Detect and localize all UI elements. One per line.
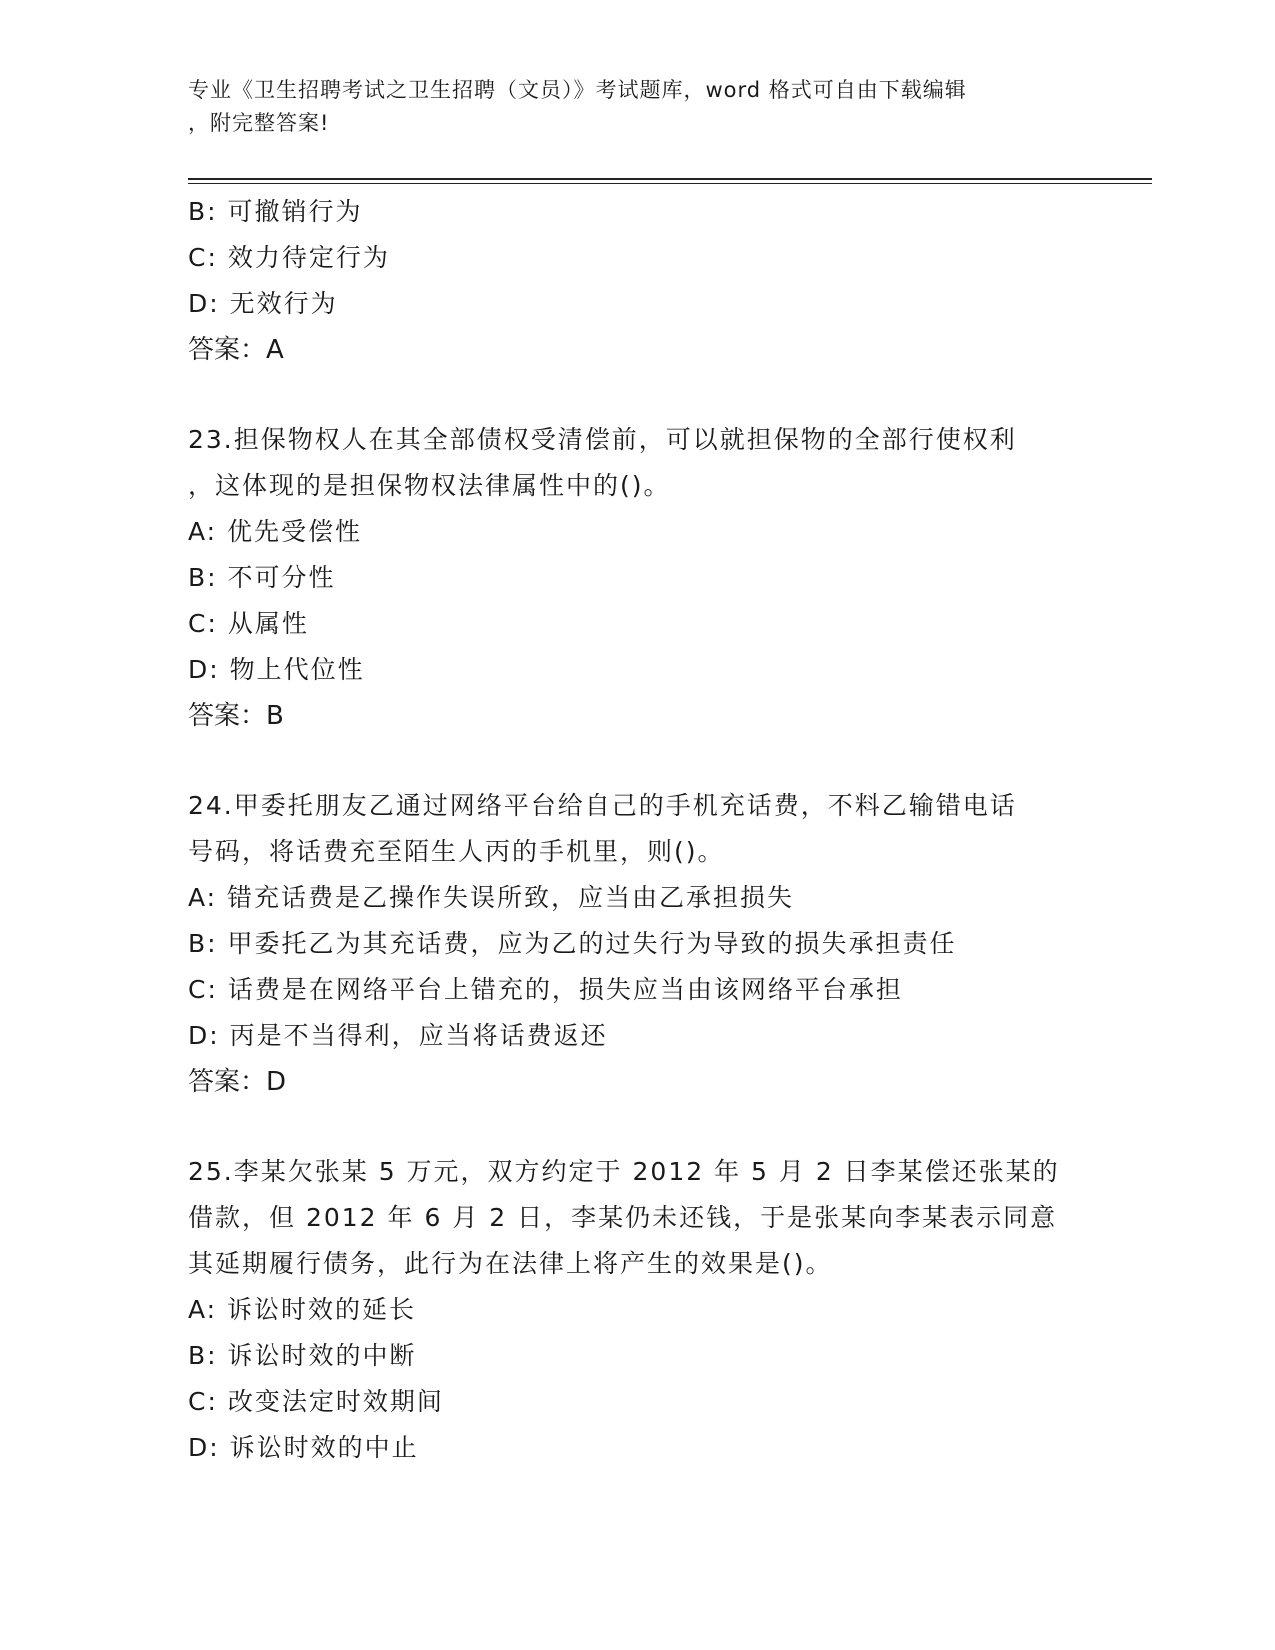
question-spacer [188,1105,1088,1149]
option-d: D: 物上代位性 [188,655,365,684]
question-stem-line-3: 其延期履行债务，此行为在法律上将产生的效果是()。 [188,1249,833,1278]
option-d: D: 丙是不当得利，应当将话费返还 [188,1021,608,1050]
header-title-line-1: 专业《卫生招聘考试之卫生招聘（文员）》考试题库，word 格式可自由下载编辑 [188,78,967,102]
question-stem-line-2: 号码，将话费充至陌生人丙的手机里，则()。 [188,837,725,866]
question-stem-line-1: 25.李某欠张某 5 万元，双方约定于 2012 年 5 月 2 日李某偿还张某的 [188,1157,1060,1186]
option-c: C: 从属性 [188,609,309,638]
question-24 [188,783,1088,1105]
option-d: D: 无效行为 [188,289,338,318]
answer-line: 答案：D [188,1067,287,1097]
option-d: D: 诉讼时效的中止 [188,1433,419,1462]
question-spacer [188,373,1088,417]
answer-line: 答案：B [188,701,284,731]
question-stem-line-2: ，这体现的是担保物权法律属性中的()。 [188,471,671,500]
question-spacer [188,739,1088,783]
question-list [188,189,1088,1471]
page-header [188,74,1088,140]
header-title-line-2: ，附完整答案! [188,111,330,135]
option-c: C: 效力待定行为 [188,243,390,272]
question-23 [188,417,1088,739]
option-c: C: 话费是在网络平台上错充的，损失应当由该网络平台承担 [188,975,903,1004]
option-b: B: 不可分性 [188,563,336,592]
question-stem-line-1: 24.甲委托朋友乙通过网络平台给自己的手机充话费，不料乙输错电话 [188,791,1017,820]
option-b: B: 可撤销行为 [188,197,363,226]
question-stem-line-1: 23.担保物权人在其全部债权受清偿前，可以就担保物的全部行使权利 [188,425,1017,454]
option-a: A: 优先受偿性 [188,517,363,546]
answer-line: 答案：A [188,335,284,365]
question-stem-line-2: 借款，但 2012 年 6 月 2 日，李某仍未还钱，于是张某向李某表示同意 [188,1203,1058,1232]
header-divider-thin [188,183,1152,184]
question-22-continued [188,189,1088,373]
header-divider-thick [188,178,1152,180]
option-c: C: 改变法定时效期间 [188,1387,444,1416]
option-b: B: 诉讼时效的中断 [188,1341,417,1370]
question-25 [188,1149,1088,1471]
option-a: A: 诉讼时效的延长 [188,1295,417,1324]
option-a: A: 错充话费是乙操作失误所致，应当由乙承担损失 [188,883,795,912]
option-b: B: 甲委托乙为其充话费，应为乙的过失行为导致的损失承担责任 [188,929,957,958]
